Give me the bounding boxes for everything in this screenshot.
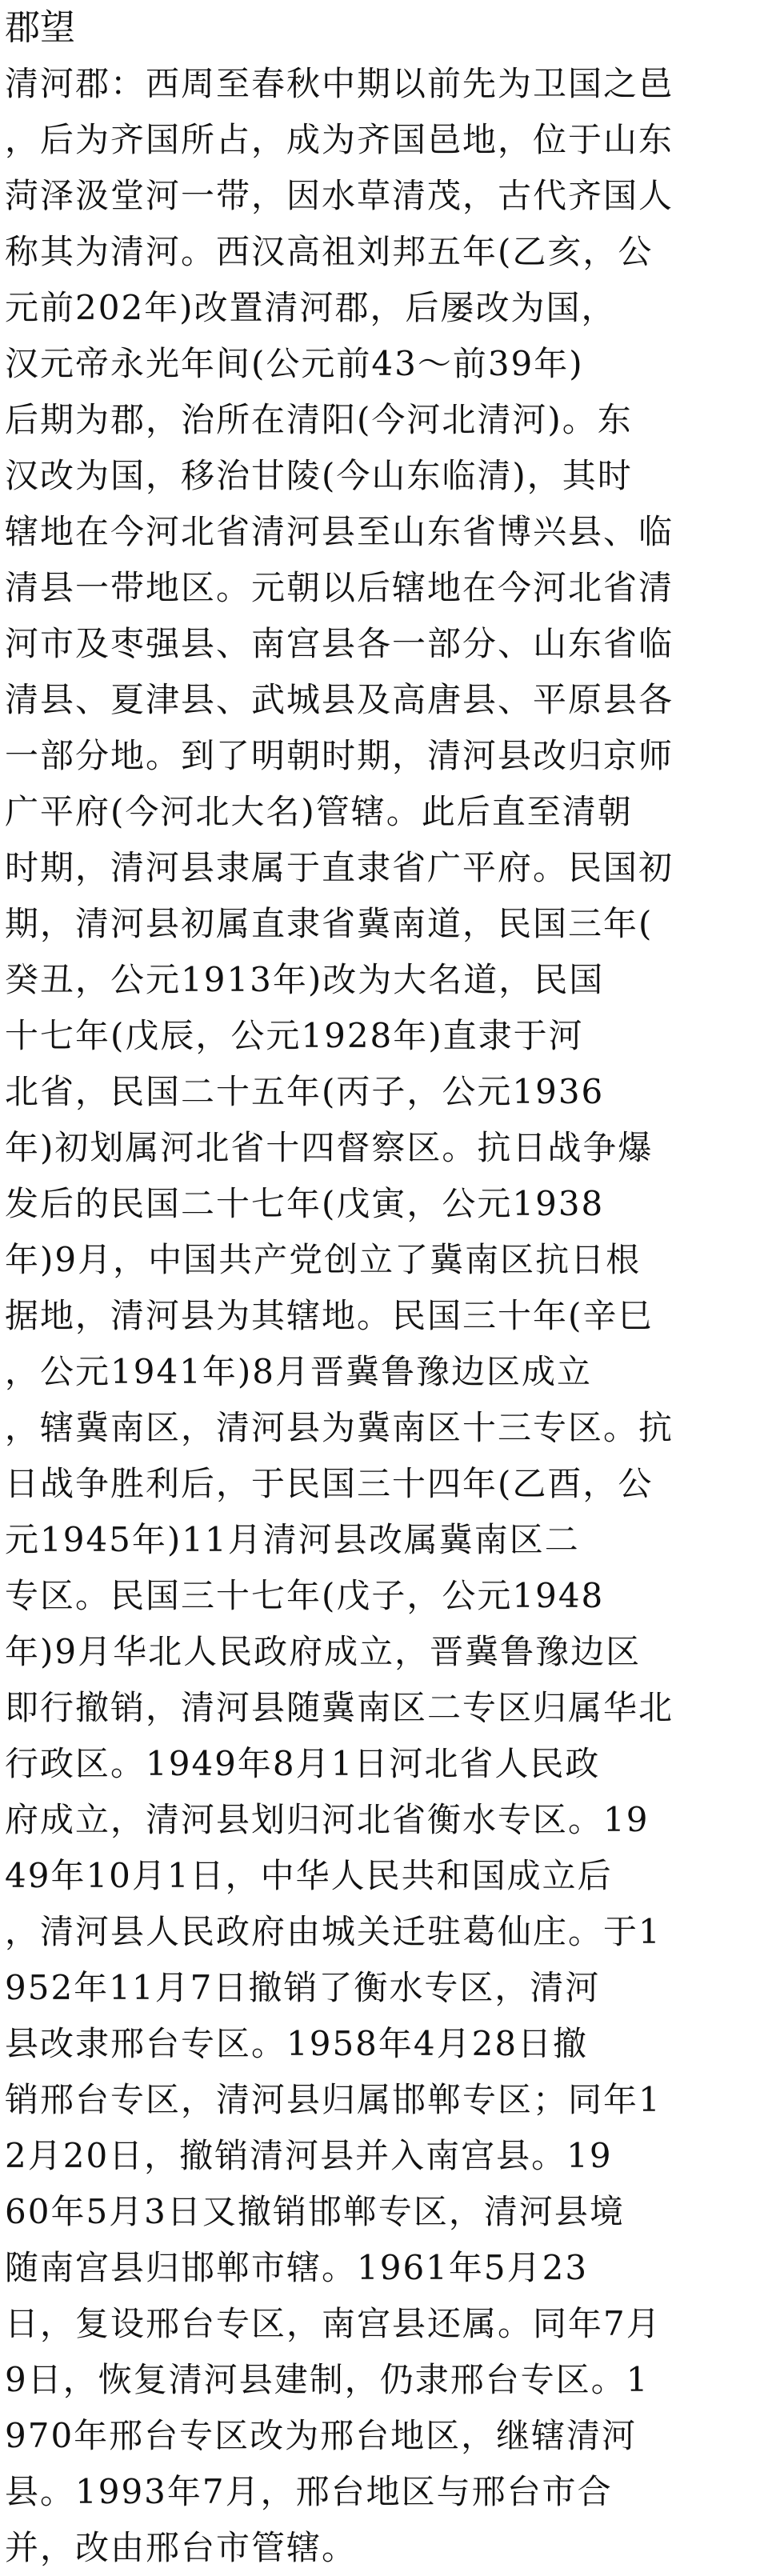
text-line: 河市及枣强县、南宫县各一部分、山东省临 — [5, 624, 674, 663]
text-line: 时期，清河县隶属于直隶省广平府。民国初 — [5, 848, 674, 887]
text-line: 广平府(今河北大名)管辖。此后直至清朝 — [5, 792, 633, 831]
text-line: ，公元1941年)8月晋冀鲁豫边区成立 — [5, 1352, 592, 1391]
text-line: 清县一带地区。元朝以后辖地在今河北省清 — [5, 568, 674, 607]
text-line: 随南宫县归邯郸市辖。1961年5月23 — [5, 2248, 589, 2287]
text-line: 清河郡：西周至春秋中期以前先为卫国之邑 — [5, 64, 674, 103]
text-line: 日，复设邢台专区，南宫县还属。同年7月 — [5, 2304, 662, 2343]
text-line: ，清河县人民政府由城关迁驻葛仙庄。于1 — [5, 1912, 662, 1951]
text-line: 销邢台专区，清河县归属邯郸专区；同年1 — [5, 2080, 662, 2119]
text-line: 县。1993年7月，邢台地区与邢台市合 — [5, 2472, 613, 2511]
document-title: 郡望 — [5, 7, 75, 48]
text-line: 2月20日，撤销清河县并入南宫县。19 — [5, 2136, 613, 2175]
text-line: 北省，民国二十五年(丙子，公元1936 — [5, 1072, 605, 1111]
text-line: 年)9月，中国共产党创立了冀南区抗日根 — [5, 1240, 642, 1279]
text-line: 十七年(戊辰，公元1928年)直隶于河 — [5, 1016, 584, 1055]
text-line: 元1945年)11月清河县改属冀南区二 — [5, 1520, 580, 1559]
text-line: 菏泽汲堂河一带，因水草清茂，古代齐国人 — [5, 176, 674, 215]
text-line: 日战争胜利后，于民国三十四年(乙酉，公 — [5, 1464, 654, 1503]
text-line: 癸丑，公元1913年)改为大名道，民国 — [5, 960, 605, 999]
text-line: 专区。民国三十七年(戊子，公元1948 — [5, 1576, 605, 1615]
text-line: 期，清河县初属直隶省冀南道，民国三年( — [5, 904, 654, 943]
text-line: 970年邢台专区改为邢台地区，继辖清河 — [5, 2416, 638, 2455]
text-line: 汉改为国，移治甘陵(今山东临清)，其时 — [5, 456, 633, 495]
text-line: 952年11月7日撤销了衡水专区，清河 — [5, 1968, 601, 2007]
text-line: ，辖冀南区，清河县为冀南区十三专区。抗 — [5, 1408, 674, 1447]
text-line: 县改隶邢台专区。1958年4月28日撤 — [5, 2024, 589, 2063]
document-body — [5, 56, 779, 2576]
text-line: 据地，清河县为其辖地。民国三十年(辛巳 — [5, 1296, 654, 1335]
text-line: 行政区。1949年8月1日河北省人民政 — [5, 1744, 601, 1783]
text-line: 称其为清河。西汉高祖刘邦五年(乙亥，公 — [5, 232, 654, 271]
text-line: 年)初划属河北省十四督察区。抗日战争爆 — [5, 1128, 654, 1167]
text-line: 60年5月3日又撤销邯郸专区，清河县境 — [5, 2192, 625, 2231]
text-line: 9日，恢复清河县建制，仍隶邢台专区。1 — [5, 2360, 650, 2399]
text-line: 汉元帝永光年间(公元前43～前39年) — [5, 344, 584, 383]
text-line: 49年10月1日，中华人民共和国成立后 — [5, 1856, 613, 1895]
text-line: 元前202年)改置清河郡，后屡改为国， — [5, 288, 617, 327]
text-line: 一部分地。到了明朝时期，清河县改归京师 — [5, 736, 674, 775]
document-page — [5, 0, 779, 2576]
text-line: 年)9月华北人民政府成立，晋冀鲁豫边区 — [5, 1632, 642, 1671]
text-line: 并，改由邢台市管辖。 — [5, 2528, 358, 2567]
text-line: 即行撤销，清河县随冀南区二专区归属华北 — [5, 1688, 674, 1727]
text-line: ，后为齐国所占，成为齐国邑地，位于山东 — [5, 120, 674, 159]
text-line: 发后的民国二十七年(戊寅，公元1938 — [5, 1184, 605, 1223]
text-line: 府成立，清河县划归河北省衡水专区。19 — [5, 1800, 650, 1839]
text-line: 后期为郡，治所在清阳(今河北清河)。东 — [5, 400, 633, 439]
text-line: 清县、夏津县、武城县及高唐县、平原县各 — [5, 680, 674, 719]
text-line: 辖地在今河北省清河县至山东省博兴县、临 — [5, 512, 674, 551]
